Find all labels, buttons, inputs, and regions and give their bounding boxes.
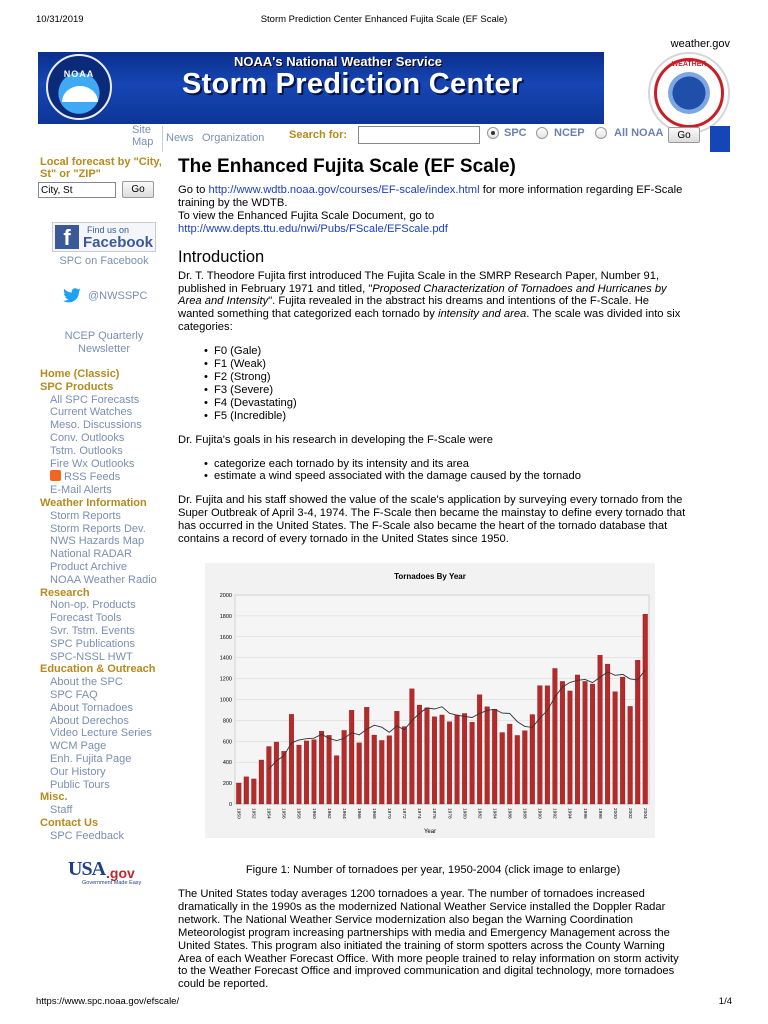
site-map-link[interactable]: Site Map (132, 124, 154, 148)
sidebar-item[interactable] (40, 432, 164, 445)
x-tick-label: 1980 (461, 808, 467, 819)
bar (507, 724, 512, 804)
averages-paragraph: The United States today averages 1200 tornadoes a year. The number of tornadoes increased dramatically in the 1990s as the modernized National Weather Service installed the Doppler Radar network. The National Weather Service modernization also began the Warning Coordination Meteorologist program increasing partnerships with media and Emergency Management across the United States. This program also initiated the training of storm spotters across the County Warning Area of each Weather Forecast Office. With more people trained to relay information on storm activity to the Weather Forecast Office and improved communication and digital technology, more tornadoes could be reported. (178, 888, 679, 991)
bar (522, 731, 527, 804)
banner-corner (710, 126, 730, 152)
x-tick-label: 1974 (416, 808, 422, 819)
ef-document-link[interactable]: http://www.depts.ttu.edu/nwi/Pubs/FScale/EFScale.pdf (178, 222, 448, 235)
y-tick-label: 1800 (219, 613, 232, 620)
sidebar-item-label: Tstm. Outlooks (50, 444, 123, 457)
rss-icon (50, 470, 61, 481)
sidebar-item[interactable] (40, 445, 164, 458)
x-tick-label: 2002 (626, 808, 632, 819)
noaa-logo-text: NOAA (63, 69, 95, 79)
chart-title: Tornadoes By Year (394, 572, 466, 581)
page-title: The Enhanced Fujita Scale (EF Scale) (178, 156, 516, 177)
sidebar-item[interactable] (40, 702, 164, 715)
spc-banner[interactable] (38, 52, 604, 124)
list-item: • F1 (Weak) (204, 358, 688, 371)
radio-spc[interactable] (487, 127, 499, 139)
bar (583, 681, 588, 804)
tornadoes-chart[interactable] (205, 563, 655, 838)
main-content (178, 156, 688, 557)
sidebar-item-label: Storm Reports (50, 509, 121, 522)
print-header (36, 14, 732, 28)
bar (251, 779, 256, 804)
search-go-button[interactable]: Go (668, 127, 700, 143)
bar (267, 747, 272, 804)
y-tick-label: 800 (222, 718, 232, 725)
sidebar-item[interactable] (40, 599, 164, 612)
bar (402, 727, 407, 804)
bar (477, 695, 482, 804)
bar (259, 760, 264, 804)
bar (357, 743, 362, 804)
x-tick-label: 1950 (235, 808, 241, 819)
sidebar-item-label: Research (40, 586, 90, 599)
sidebar-item-label: WCM Page (50, 740, 107, 753)
bar (432, 717, 437, 804)
bar (560, 681, 565, 804)
bar (372, 735, 377, 804)
y-tick-label: 1000 (219, 697, 232, 704)
print-url: https://www.spc.noaa.gov/efscale/ (36, 996, 180, 1007)
x-tick-label: 1998 (596, 808, 602, 819)
bar (575, 675, 580, 804)
sidebar-item[interactable] (40, 830, 164, 843)
nav-divider (162, 126, 163, 152)
bar (635, 660, 640, 804)
y-tick-label: 400 (222, 760, 232, 767)
radio-all-noaa[interactable] (595, 127, 607, 139)
sidebar-item-label: Misc. (40, 791, 68, 804)
sidebar-item-label: About the SPC (50, 676, 123, 689)
radio-ncep-label: NCEP (554, 127, 585, 139)
bar (455, 715, 460, 804)
bar (387, 736, 392, 804)
x-tick-label: 1994 (566, 808, 572, 819)
sidebar-item[interactable] (40, 535, 164, 548)
p1-text-post: for more information regarding EF-Scale training by the WDTB. (178, 184, 683, 209)
sidebar-item-label: Video Lecture Series (50, 727, 152, 740)
sidebar-item-label: E-Mail Alerts (50, 484, 112, 497)
y-tick-label: 1400 (219, 655, 232, 662)
goals-list (204, 458, 688, 484)
sidebar-item-label: Storm Reports Dev. (50, 522, 146, 535)
sidebar-section-link[interactable] (40, 587, 164, 600)
radio-all-noaa-label: All NOAA (614, 127, 664, 139)
sidebar-item-label: National RADAR (50, 548, 132, 561)
bar (236, 783, 241, 804)
nws-seal-icon[interactable] (648, 52, 730, 134)
x-tick-label: 1976 (431, 808, 437, 819)
x-tick-label: 2004 (641, 808, 647, 819)
bar (244, 777, 249, 804)
sidebar-item[interactable] (40, 727, 164, 740)
bar (500, 733, 505, 804)
ncep-newsletter-link[interactable]: NCEP Quarterly Newsletter (64, 330, 144, 355)
print-date: 10/31/2019 (36, 14, 84, 25)
p1-text-b: To view the Enhanced Fujita Scale Document, go to (178, 209, 435, 222)
sidebar-item[interactable] (40, 689, 164, 702)
x-tick-label: 1988 (521, 808, 527, 819)
sidebar-item-label: RSS Feeds (64, 471, 121, 484)
p2-text-a: Dr. T. Theodore Fujita first introduced The Fujita Scale in the SMRP Research Paper, Number 91, published in February 1971 and titled, " (178, 269, 660, 295)
usa-gov-usa: USA (68, 858, 106, 880)
facebook-badge[interactable] (52, 222, 156, 252)
twitter-link[interactable] (62, 288, 147, 304)
top-nav (38, 126, 730, 152)
x-tick-label: 1956 (280, 808, 286, 819)
x-tick-label: 1972 (401, 808, 407, 819)
bar (538, 686, 543, 804)
facebook-find-text: Find us on (87, 225, 130, 235)
sidebar-item-label: SPC-NSSL HWT (50, 650, 133, 663)
facebook-caption[interactable]: SPC on Facebook (59, 255, 149, 267)
bar (282, 751, 287, 804)
sidebar-item[interactable] (40, 419, 164, 432)
goals-paragraph: Dr. Fujita's goals in his research in developing the F-Scale were (178, 433, 493, 446)
bar (530, 715, 535, 804)
sidebar-item[interactable] (40, 548, 164, 561)
sidebar-item-label: Education & Outreach (40, 663, 156, 676)
x-tick-label: 1978 (446, 808, 452, 819)
banner-title: Storm Prediction Center (182, 68, 523, 100)
radio-spc-label: SPC (504, 127, 527, 139)
x-tick-label: 1960 (310, 808, 316, 819)
bar (274, 742, 279, 804)
x-tick-label: 1958 (295, 808, 301, 819)
bar (628, 706, 633, 804)
sidebar-item-label: Contact Us (40, 816, 99, 829)
x-tick-label: 1964 (340, 808, 346, 819)
x-tick-label: 1970 (386, 808, 392, 819)
bar (492, 709, 497, 804)
sidebar-item[interactable] (40, 676, 164, 689)
bar (447, 722, 452, 804)
list-item: • categorize each tornado by its intensity and its area (204, 458, 688, 471)
sidebar-menu (40, 368, 164, 842)
sidebar-item[interactable] (40, 638, 164, 651)
sidebar-item-label: SPC FAQ (50, 688, 98, 701)
sidebar-item-label: Meso. Discussions (50, 419, 142, 432)
bar (462, 714, 467, 804)
bar (553, 668, 558, 804)
bar (568, 691, 573, 804)
bar (613, 692, 618, 804)
tornadoes-chart-svg (205, 563, 655, 838)
wdtb-link[interactable]: http://www.wdtb.noaa.gov/courses/EF-scale/index.html (208, 184, 480, 196)
y-tick-label: 600 (222, 739, 232, 746)
bar (440, 715, 445, 804)
p2-text-c: . The scale was divided into six categories: (178, 308, 681, 334)
sidebar-item[interactable] (40, 561, 164, 574)
noaa-bird-icon (62, 86, 98, 102)
list-item: • estimate a wind speed associated with the damage caused by the tornado (204, 470, 688, 483)
bar (605, 664, 610, 804)
list-item: • F2 (Strong) (204, 371, 688, 384)
usa-gov-suffix: .gov (106, 865, 135, 881)
bar (515, 735, 520, 804)
bar (379, 740, 384, 804)
sidebar-item-label: About Tornadoes (50, 701, 133, 714)
twitter-handle: @NWSSPC (88, 289, 148, 302)
sidebar-section-link[interactable] (40, 791, 164, 804)
sidebar-item-label: Fire Wx Outlooks (50, 457, 135, 470)
p2-text-b: ". Fujita revealed in the abstract his dreams and intentions of the F-Scale. He wanted something that categorized each tornado by (178, 295, 649, 321)
bar (289, 714, 294, 804)
y-tick-label: 1200 (219, 676, 232, 683)
introduction-heading: Introduction (178, 247, 265, 266)
bar (342, 730, 347, 804)
intro-paragraph-1 (178, 184, 688, 236)
p1-text-pre: Go to (178, 184, 209, 196)
sidebar-item[interactable] (40, 779, 164, 792)
list-item: • F3 (Severe) (204, 384, 688, 397)
bar (410, 689, 415, 804)
sidebar-section-link[interactable] (40, 497, 164, 510)
y-tick-label: 1600 (219, 634, 232, 641)
sidebar-item[interactable] (40, 510, 164, 523)
x-tick-label: 1968 (370, 808, 376, 819)
noaa-logo-icon (46, 54, 112, 120)
list-item: • F4 (Devastating) (204, 397, 688, 410)
sidebar-section-link[interactable] (40, 368, 164, 381)
sidebar-item[interactable] (40, 394, 164, 407)
sidebar-item[interactable] (40, 484, 164, 497)
sidebar-item-label: SPC Products (40, 380, 114, 393)
sidebar-item-label: Weather Information (40, 496, 147, 509)
sidebar-item-label: Conv. Outlooks (50, 431, 125, 444)
x-tick-label: 1952 (250, 808, 256, 819)
sidebar-item[interactable] (40, 651, 164, 664)
search-input[interactable] (358, 126, 480, 144)
seal-center (668, 72, 710, 114)
sidebar-item-label: Our History (50, 765, 106, 778)
sidebar-item-label: NWS Hazards Map (50, 535, 145, 548)
bar (620, 677, 625, 804)
bar (327, 735, 332, 804)
bar (304, 741, 309, 804)
usa-gov-tagline: Government Made Easy (82, 880, 142, 886)
bar (417, 705, 422, 804)
sidebar-item-label: Enh. Fujita Page (50, 752, 132, 765)
usa-gov-logo[interactable] (60, 858, 160, 888)
sidebar-item-label: Svr. Tstm. Events (50, 624, 135, 637)
list-item: • F0 (Gale) (204, 345, 688, 358)
organization-link[interactable]: Organization (202, 132, 265, 144)
sidebar-item[interactable] (40, 740, 164, 753)
bar (319, 731, 324, 804)
sidebar-section-link[interactable] (40, 817, 164, 830)
x-axis-label: Year (423, 829, 437, 835)
sidebar-item-label: Product Archive (50, 560, 128, 573)
seal-text: WEATHER (671, 61, 707, 68)
sidebar-item[interactable] (40, 766, 164, 779)
bar (425, 708, 430, 804)
sidebar-item-label: SPC Publications (50, 637, 135, 650)
sidebar-item-label: Home (Classic) (40, 368, 120, 380)
super-outbreak-paragraph: Dr. Fujita and his staff showed the value of the scale's application by surveying every tornado from the Super Outbreak of April 3-4, 1974. The F-Scale then became the mainstay to define every tornado that has occurred in the United States. The F-Scale also became the heart of the tornado database that contains a record of every tornado in the United States since 1950. (178, 494, 686, 546)
bar (395, 711, 400, 804)
weather-gov-link[interactable]: weather.gov (670, 38, 730, 50)
sidebar-item-label: Current Watches (50, 406, 133, 419)
figure-caption: Figure 1: Number of tornadoes per year, 1950-2004 (click image to enlarge) (245, 864, 621, 876)
bar (470, 722, 475, 804)
sidebar-item[interactable] (40, 574, 164, 587)
local-forecast-title: Local forecast by "City, St" or "ZIP" (40, 156, 162, 180)
bar (485, 707, 490, 804)
y-tick-label: 200 (222, 781, 232, 788)
bar (334, 756, 339, 804)
x-tick-label: 1954 (265, 808, 271, 819)
sidebar-item[interactable] (40, 753, 164, 766)
local-forecast-input[interactable] (38, 182, 116, 198)
sidebar-item[interactable] (40, 804, 164, 817)
sidebar-item[interactable] (40, 458, 164, 471)
y-tick-label: 2000 (219, 593, 232, 599)
x-tick-label: 1990 (536, 808, 542, 819)
sidebar (38, 156, 162, 842)
category-list (204, 345, 688, 422)
print-title: Storm Prediction Center Enhanced Fujita Scale (EF Scale) (260, 14, 508, 25)
bar (364, 707, 369, 804)
print-footer (36, 996, 732, 1008)
x-tick-label: 2000 (611, 808, 617, 819)
sidebar-item[interactable] (40, 406, 164, 419)
sidebar-item[interactable] (40, 612, 164, 625)
x-tick-label: 1984 (491, 808, 497, 819)
sidebar-item-label: All SPC Forecasts (50, 393, 140, 406)
sidebar-item-label: About Derechos (50, 714, 129, 727)
news-link[interactable]: News (166, 132, 194, 144)
sidebar-item[interactable] (40, 625, 164, 638)
list-item: • F5 (Incredible) (204, 410, 688, 423)
sidebar-section-link[interactable] (40, 663, 164, 676)
twitter-bird-icon (62, 288, 82, 304)
x-tick-label: 1992 (551, 808, 557, 819)
bar (545, 686, 550, 804)
facebook-word: Facebook (83, 234, 154, 251)
facebook-icon: f (55, 225, 79, 249)
sidebar-section-link[interactable] (40, 381, 164, 394)
radio-ncep[interactable] (536, 127, 548, 139)
x-tick-label: 1966 (355, 808, 361, 819)
y-tick-label: 0 (228, 802, 232, 808)
x-tick-label: 1996 (581, 808, 587, 819)
sidebar-item-label: NOAA Weather Radio (50, 573, 157, 586)
bar (349, 710, 354, 804)
x-tick-label: 1982 (476, 808, 482, 819)
banner-subtitle: NOAA's National Weather Service (234, 54, 443, 69)
sidebar-item-label: Staff (50, 804, 73, 817)
sidebar-item[interactable] (40, 523, 164, 536)
sidebar-item-label: Public Tours (50, 778, 110, 791)
sidebar-item-label: Non-op. Products (50, 599, 136, 612)
bar (643, 614, 648, 804)
p2-paper-title: Proposed Characterization of Tornadoes and Hurricanes by Area and Intensity (178, 282, 667, 308)
search-label: Search for: (289, 129, 348, 141)
p2-intensity-area: intensity and area (437, 308, 527, 321)
x-tick-label: 1962 (325, 808, 331, 819)
bar (590, 684, 595, 804)
print-page-number: 1/4 (718, 996, 732, 1007)
sidebar-item-label: Forecast Tools (50, 612, 122, 625)
local-forecast-go-button[interactable]: Go (122, 181, 154, 198)
x-tick-label: 1986 (506, 808, 512, 819)
sidebar-item[interactable] (40, 715, 164, 728)
sidebar-item[interactable] (40, 470, 164, 484)
sidebar-item-label: SPC Feedback (50, 829, 124, 842)
bar (312, 740, 317, 804)
fujita-paragraph (178, 270, 688, 335)
bar (297, 745, 302, 804)
